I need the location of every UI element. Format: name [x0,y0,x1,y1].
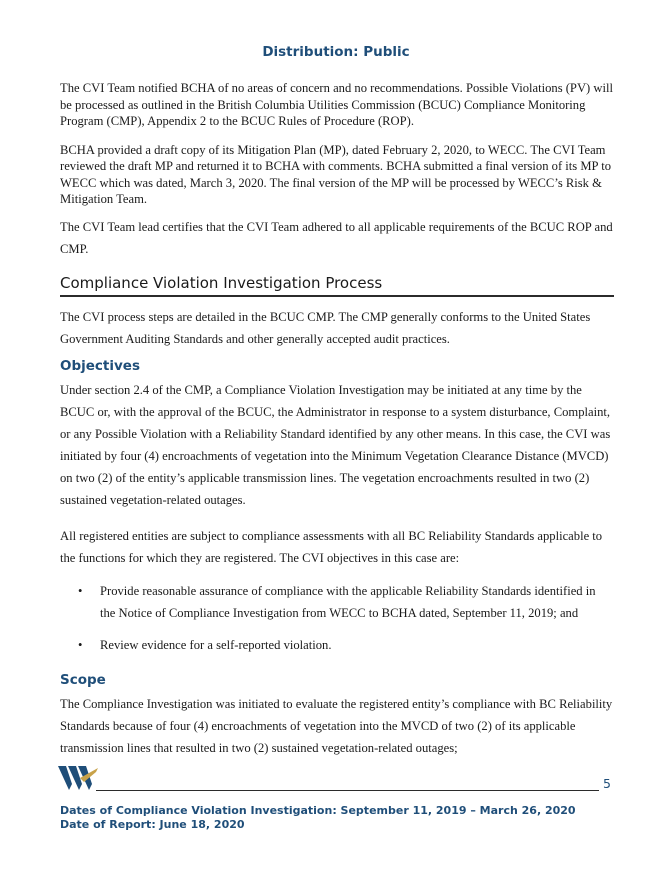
footer-divider [96,790,599,791]
distribution-label: Distribution: Public [262,44,410,60]
list-item-text: Review evidence for a self-reported violation. [100,637,332,652]
intro-paragraph-1: The CVI Team notified BCHA of no areas of concern and no recommendations. Possible Violations (PV) will be processed as outlined in the British Columbia Utilities Commission (BCUC) Compliance Monitoring Program (CMP), Appendix 2 to the BCUC Rules of Procedure (ROP). [60,81,613,128]
page-number: 5 [603,776,611,791]
section-paragraph: The CVI process steps are detailed in the BCUC CMP. The CMP generally conforms to the United States Government Auditing Standards and other generally accepted audit practices. [60,309,591,346]
bullet-icon: • [78,637,83,652]
list-item [60,634,614,656]
scope-paragraph: The Compliance Investigation was initiated to evaluate the registered entity’s compliance with BC Reliability Standards because of four (4) encroachments of vegetation into the MVCD of two (2) of its applicable transmission lines that resulted in two (2) sustained vegetation-related outages; [60,696,613,755]
objectives-paragraph-1: Under section 2.4 of the CMP, a Compliance Violation Investigation may be initiated at any time by the BCUC or, with the approval of the BCUC, the Administrator in response to a system disturbance, Complaint, or any Possible Violation with a Reliability Standard identified by any other means. In this case, the CVI was initiated by four (4) encroachments of vegetation into the Minimum Vegetation Clearance Distance (MVCD) on two (2) of the entity’s applicable transmission lines. The vegetation encroachments resulted in two (2) sustained vegetation-related outages. [60,382,611,507]
report-date: Date of Report: June 18, 2020 [60,818,245,831]
section-heading: Compliance Violation Investigation Process [60,274,614,297]
page-content [60,80,614,759]
footer [60,804,576,832]
intro-paragraph-3: The CVI Team lead certifies that the CVI Team adhered to all applicable requirements of the BCUC ROP and CMP. [60,219,613,256]
objectives-paragraph-2: All registered entities are subject to compliance assessments with all BC Reliability Standards applicable to the functions for which they are registered. The CVI objectives in this case are: [60,528,603,565]
intro-paragraph-2: BCHA provided a draft copy of its Mitigation Plan (MP), dated February 2, 2020, to WECC. The CVI Team reviewed the draft MP and returned it to BCHA with comments. BCHA submitted a final version of its MP to WECC which was dated, March 3, 2020. The final version of the MP will be processed by WECC’s Risk & Mitigation Team. [60,142,612,206]
objectives-list [60,580,614,656]
investigation-dates: Dates of Compliance Violation Investigation: September 11, 2019 – March 26, 2020 [60,804,576,817]
wecc-logo-icon [58,764,98,792]
objectives-heading: Objectives [60,357,140,374]
bullet-icon: • [78,583,83,598]
list-item-text: Provide reasonable assurance of compliance with the applicable Reliability Standards identified in the Notice of Compliance Investigation from WECC to BCHA dated, September 11, 2019; and [100,583,596,620]
scope-heading: Scope [60,671,106,688]
list-item [60,580,614,624]
